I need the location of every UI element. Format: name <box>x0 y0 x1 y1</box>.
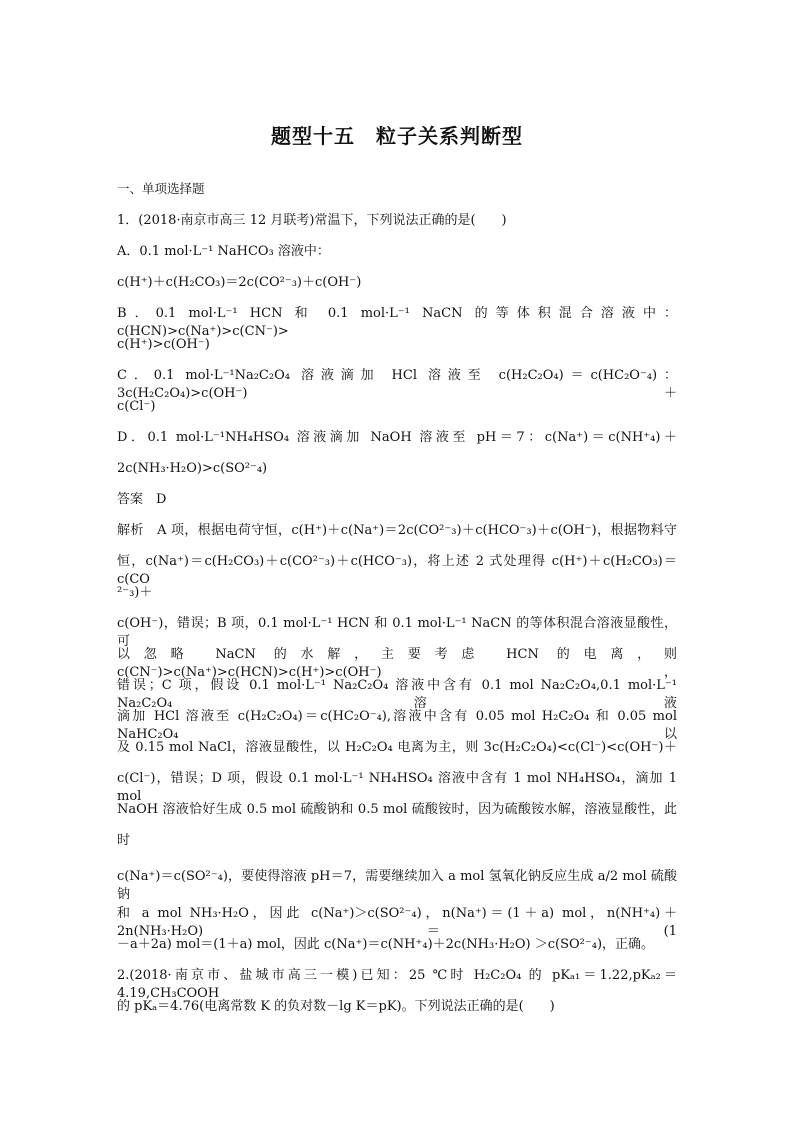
analysis-line: 及 0.15 mol NaCl，溶液显酸性，以 H₂C₂O₄ 电离为主，则 3c(H₂C₂O₄)<c(Cl⁻)<c(OH⁻)＋ <box>117 740 677 755</box>
analysis-line: 解析 A 项，根据电荷守恒，c(H⁺)＋c(Na⁺)＝2c(CO²⁻₃)＋c(HCO⁻₃)＋c(OH⁻)，根据物料守 <box>117 523 677 538</box>
option-c-line-1: C．0.1 mol·L⁻¹Na₂C₂O₄ 溶液滴加 HCl 溶液至 c(H₂C₂O₄)＝c(HC₂O⁻₄)：3c(H₂C₂O₄)>c(OH⁻)＋ <box>117 368 677 401</box>
question-1-stem: 1．(2018·南京市高三 12 月联考)常温下，下列说法正确的是( ) <box>117 213 507 228</box>
analysis-line: 错误；C 项，假设 0.1 mol·L⁻¹ Na₂C₂O₄ 溶液中含有 0.1 mol Na₂C₂O₄,0.1 mol·L⁻¹ Na₂C₂O₄ 溶液 <box>117 678 677 711</box>
option-b-line-1: B．0.1 mol·L⁻¹ HCN 和 0.1 mol·L⁻¹ NaCN 的等体积混合溶液中：c(HCN)>c(Na⁺)>c(CN⁻)> <box>117 306 677 339</box>
analysis-line: 时 <box>117 833 131 848</box>
analysis-line: 恒，c(Na⁺)＝c(H₂CO₃)＋c(CO²⁻₃)＋c(HCO⁻₃)，将上述 2 式处理得 c(H⁺)＋c(H₂CO₃)＝c(CO <box>117 554 677 587</box>
analysis-line: 滴加 HCl 溶液至 c(H₂C₂O₄)＝c(HC₂O⁻₄),溶液中含有 0.05 mol H₂C₂O₄ 和 0.05 mol NaHC₂O₄ 以 <box>117 709 677 742</box>
analysis-line: NaOH 溶液恰好生成 0.5 mol 硫酸钠和 0.5 mol 硫酸铵时，因为硫酸铵水解，溶液显酸性，此 <box>117 802 677 817</box>
analysis-line: 以忽略 NaCN 的水解，主要考虑 HCN 的电离，则 c(CN⁻)>c(Na⁺)>c(HCN)>c(H⁺)>c(OH⁻)， <box>117 647 677 680</box>
section-heading: 一、单项选择题 <box>117 181 205 196</box>
option-d-line-1: D．0.1 mol·L⁻¹NH₄HSO₄ 溶液滴加 NaOH 溶液至 pH＝7：c(Na⁺)＝c(NH⁺₄)＋ <box>117 430 677 445</box>
analysis-line: －a＋2a) mol＝(1＋a) mol，因此 c(Na⁺)＝c(NH⁺₄)＋2c(NH₃·H₂O) ＞c(SO²⁻₄)，正确。 <box>117 937 655 952</box>
analysis-line: ²⁻₃)＋ <box>117 585 153 600</box>
question-2-stem-line-2: 的 pKₐ＝4.76(电离常数 K 的负对数－lg K＝pK)。下列说法正确的是( ) <box>117 999 555 1014</box>
question-2-stem-line-1: 2.(2018·南京市、盐城市高三一模)已知：25 ℃时 H₂C₂O₄ 的 pKₐ₁＝1.22,pKₐ₂＝4.19,CH₃COOH <box>117 968 677 1001</box>
option-b-line-2: c(H⁺)>c(OH⁻) <box>117 337 210 352</box>
option-a-line-1: A．0.1 mol·L⁻¹ NaHCO₃ 溶液中： <box>117 244 330 259</box>
analysis-line: c(Na⁺)＝c(SO²⁻₄)，要使得溶液 pH＝7，需要继续加入 a mol 氢氧化钠反应生成 a/2 mol 硫酸钠 <box>117 869 677 902</box>
analysis-line: c(Cl⁻)，错误；D 项，假设 0.1 mol·L⁻¹ NH₄HSO₄ 溶液中含有 1 mol NH₄HSO₄，滴加 1 mol <box>117 771 677 804</box>
option-d-line-2: 2c(NH₃·H₂O)>c(SO²⁻₄) <box>117 461 268 476</box>
analysis-line: 和 a mol NH₃·H₂O，因此 c(Na⁺)＞c(SO²⁻₄)，n(Na⁺)＝(1＋a) mol，n(NH⁺₄)＋2n(NH₃·H₂O)＝(1 <box>117 906 677 939</box>
page-title: 题型十五 粒子关系判断型 <box>271 124 523 148</box>
answer-line: 答案 D <box>117 492 167 507</box>
analysis-line: c(OH⁻)，错误；B 项，0.1 mol·L⁻¹ HCN 和 0.1 mol·L⁻¹ NaCN 的等体积混合溶液显酸性，可 <box>117 616 677 649</box>
option-c-line-2: c(Cl⁻) <box>117 399 156 414</box>
option-a-line-2: c(H⁺)＋c(H₂CO₃)＝2c(CO²⁻₃)＋c(OH⁻) <box>117 275 362 290</box>
